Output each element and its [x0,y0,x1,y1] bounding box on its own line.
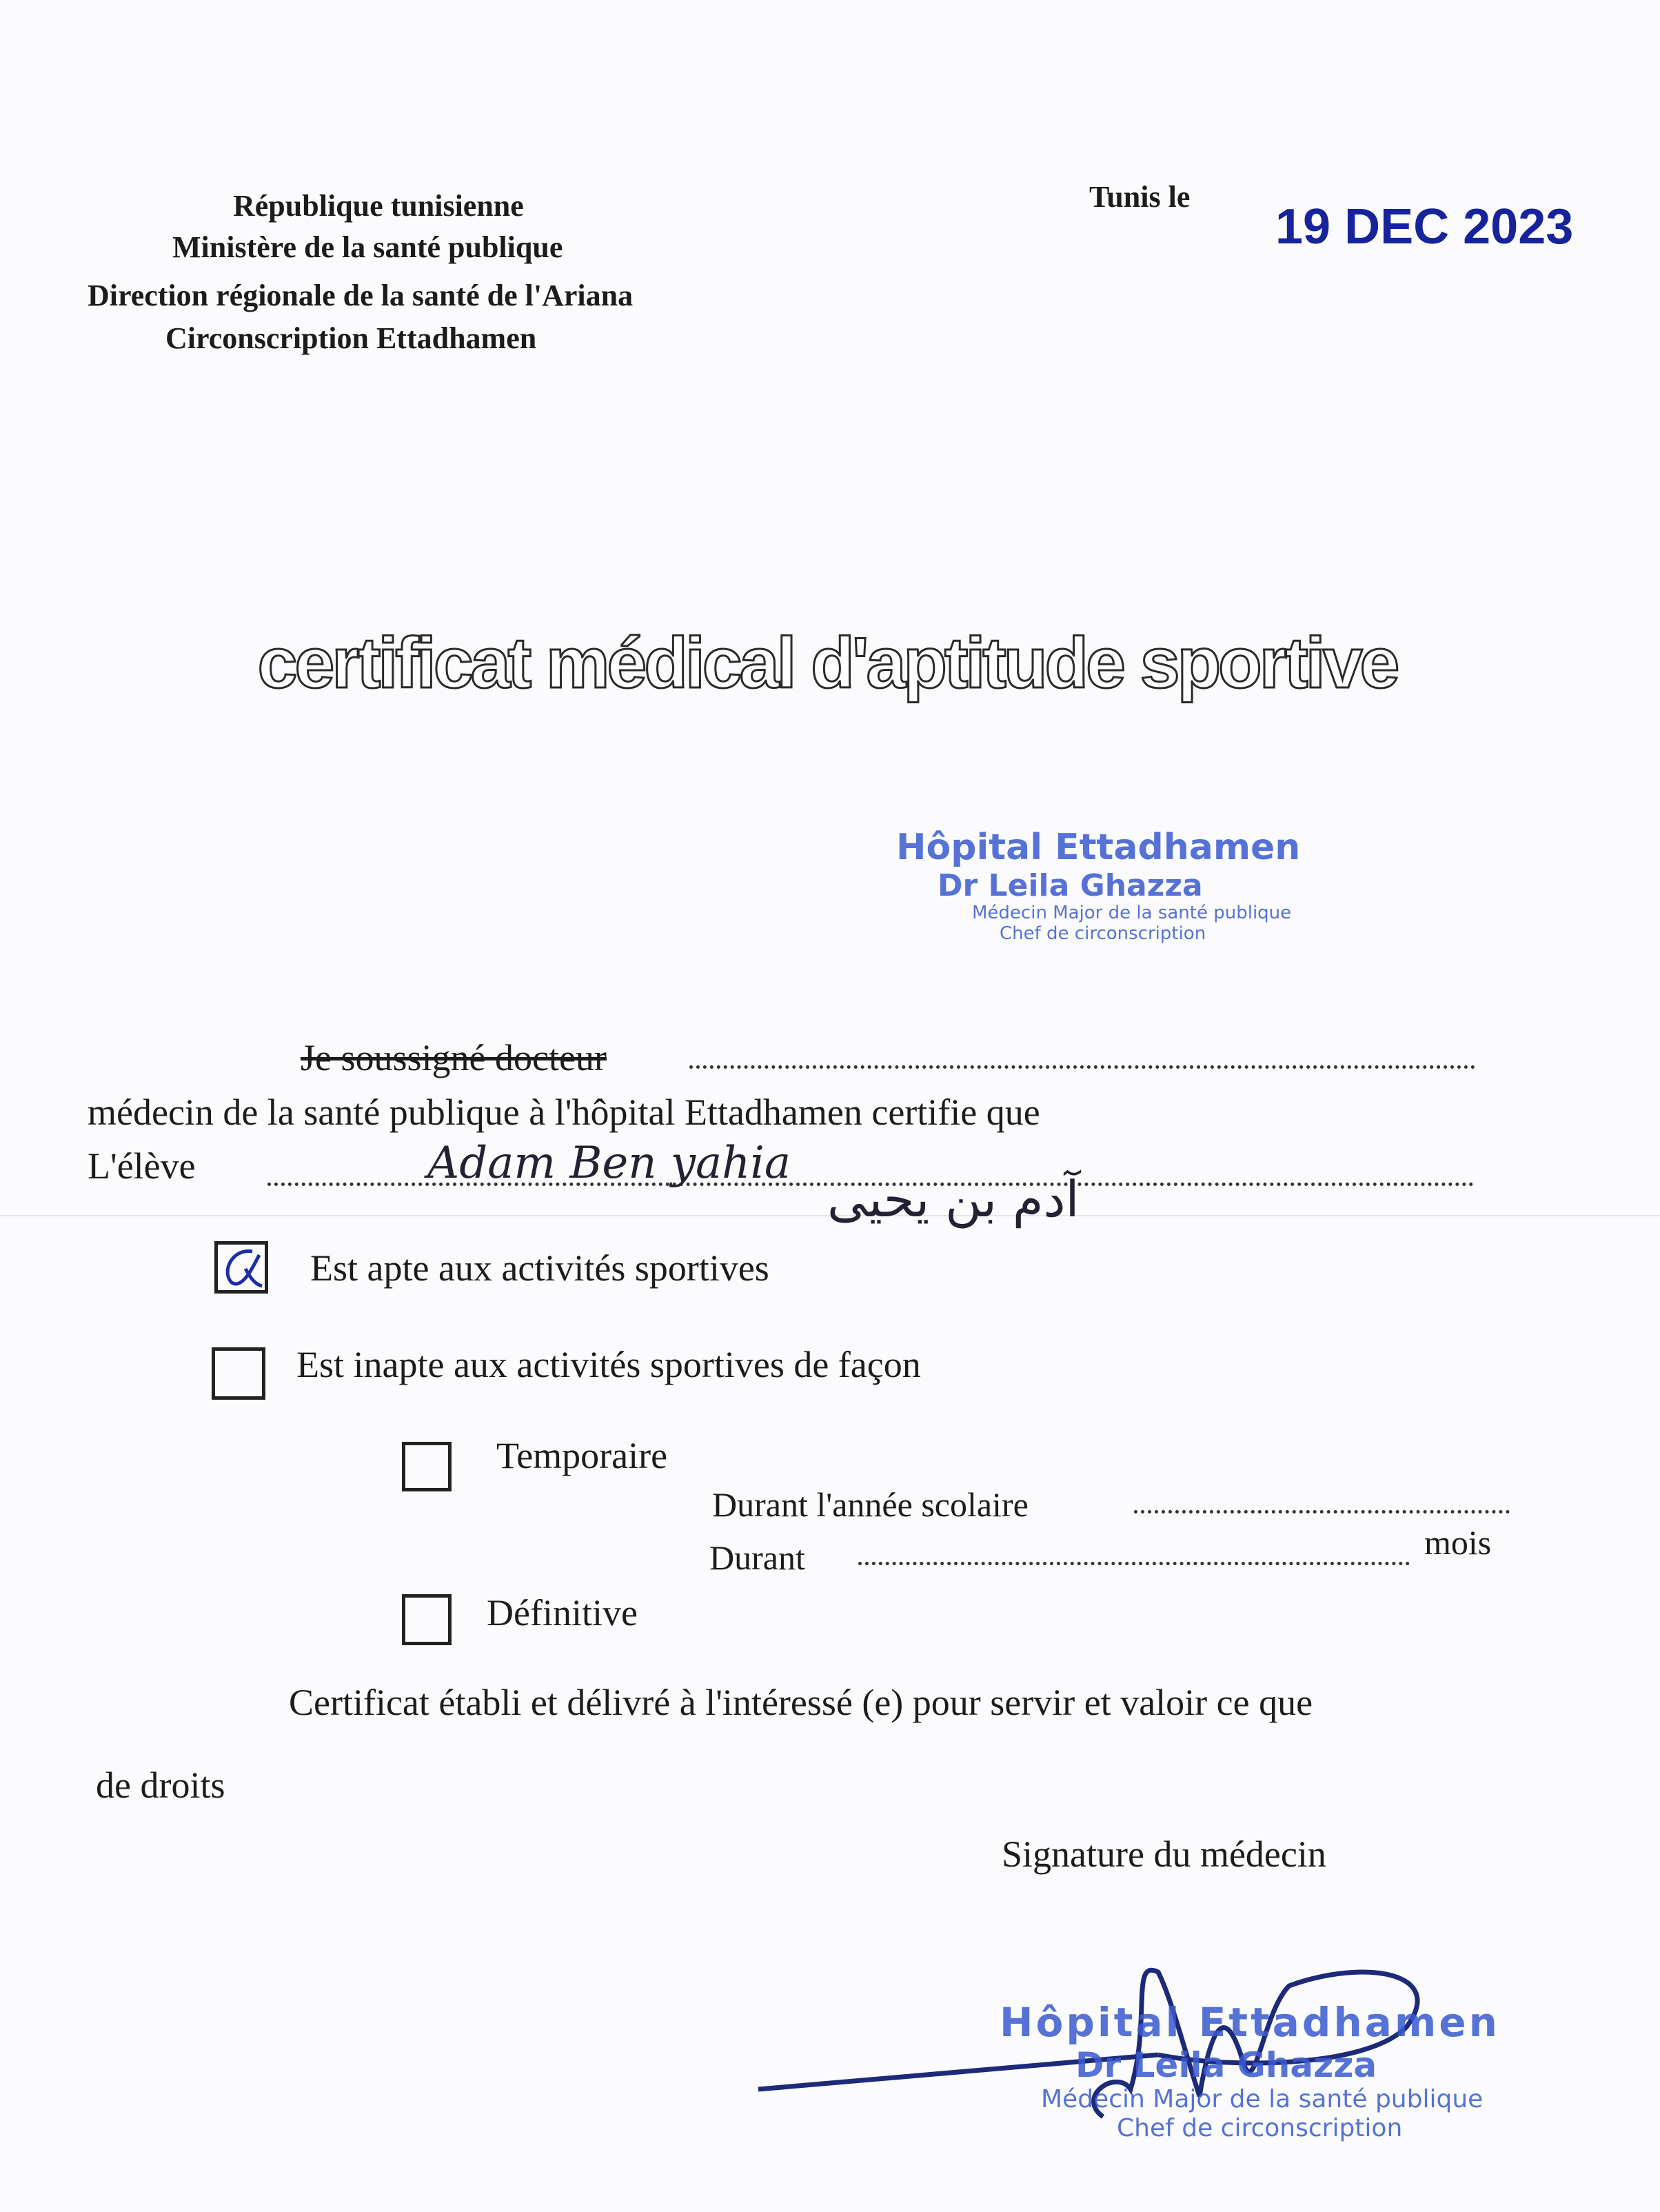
doctor-name-line [689,1065,1475,1069]
signature-label: Signature du médecin [1002,1833,1326,1875]
stamp-line: Hôpital Ettadhamen [896,827,1301,868]
stamp-line: Chef de circonscription [1000,923,1206,945]
definitive-checkbox[interactable] [402,1594,452,1645]
date-stamp: 19 DEC 2023 [1275,199,1574,254]
student-name-latin: Adam Ben yahia [427,1138,791,1189]
months-line [858,1562,1410,1565]
doctor-statement: médecin de la santé publique à l'hôpital Ettadhamen certifie que [88,1092,1040,1133]
student-name-arabic: آدم بن يحيى [827,1170,1080,1228]
header-ministry: Ministère de la santé publique [172,230,563,264]
closing-line-1: Certificat établi et délivré à l'intéressé (e) pour servir et valoir ce que [289,1682,1313,1723]
signature-stamp [1000,2000,1500,2142]
stamp-line: Dr Leila Ghazza [938,867,1203,903]
closing-line-2: de droits [96,1764,225,1806]
place-label: Tunis le [1089,180,1191,214]
inapt-label: Est inapte aux activités sportives de façon [296,1344,921,1385]
school-year-label: Durant l'année scolaire [712,1485,1029,1524]
undersigned-label: Je soussigné docteur [301,1037,607,1078]
header-direction: Direction régionale de la santé de l'Ariana [88,279,634,312]
school-year-line [1134,1510,1510,1514]
stamp-line: Médecin Major de la santé publique [972,903,1292,924]
definitive-label: Définitive [487,1592,638,1633]
during-label: Durant [709,1538,805,1577]
middle-stamp [896,827,1300,945]
stamp-line: Médecin Major de la santé publique [1041,2085,1484,2114]
stamp-line: Dr Leila Ghazza [1075,2044,1377,2085]
temporary-label: Temporaire [496,1435,668,1476]
apt-checkbox[interactable] [214,1241,268,1294]
temporary-checkbox[interactable] [402,1442,452,1491]
student-label: L'élève [88,1145,196,1187]
header-republic: République tunisienne [233,189,524,223]
stamp-line: Chef de circonscription [1117,2113,1403,2142]
check-mark-icon [218,1245,265,1290]
inapt-checkbox[interactable] [212,1347,265,1400]
stamp-line: Hôpital Ettadhamen [1000,1999,1500,2046]
months-label: mois [1424,1523,1492,1562]
apt-label: Est apte aux activités sportives [310,1247,769,1289]
document-title: certificat médical d'aptitude sportive [257,623,1397,703]
header-circonscription: Circonscription Ettadhamen [165,321,537,355]
